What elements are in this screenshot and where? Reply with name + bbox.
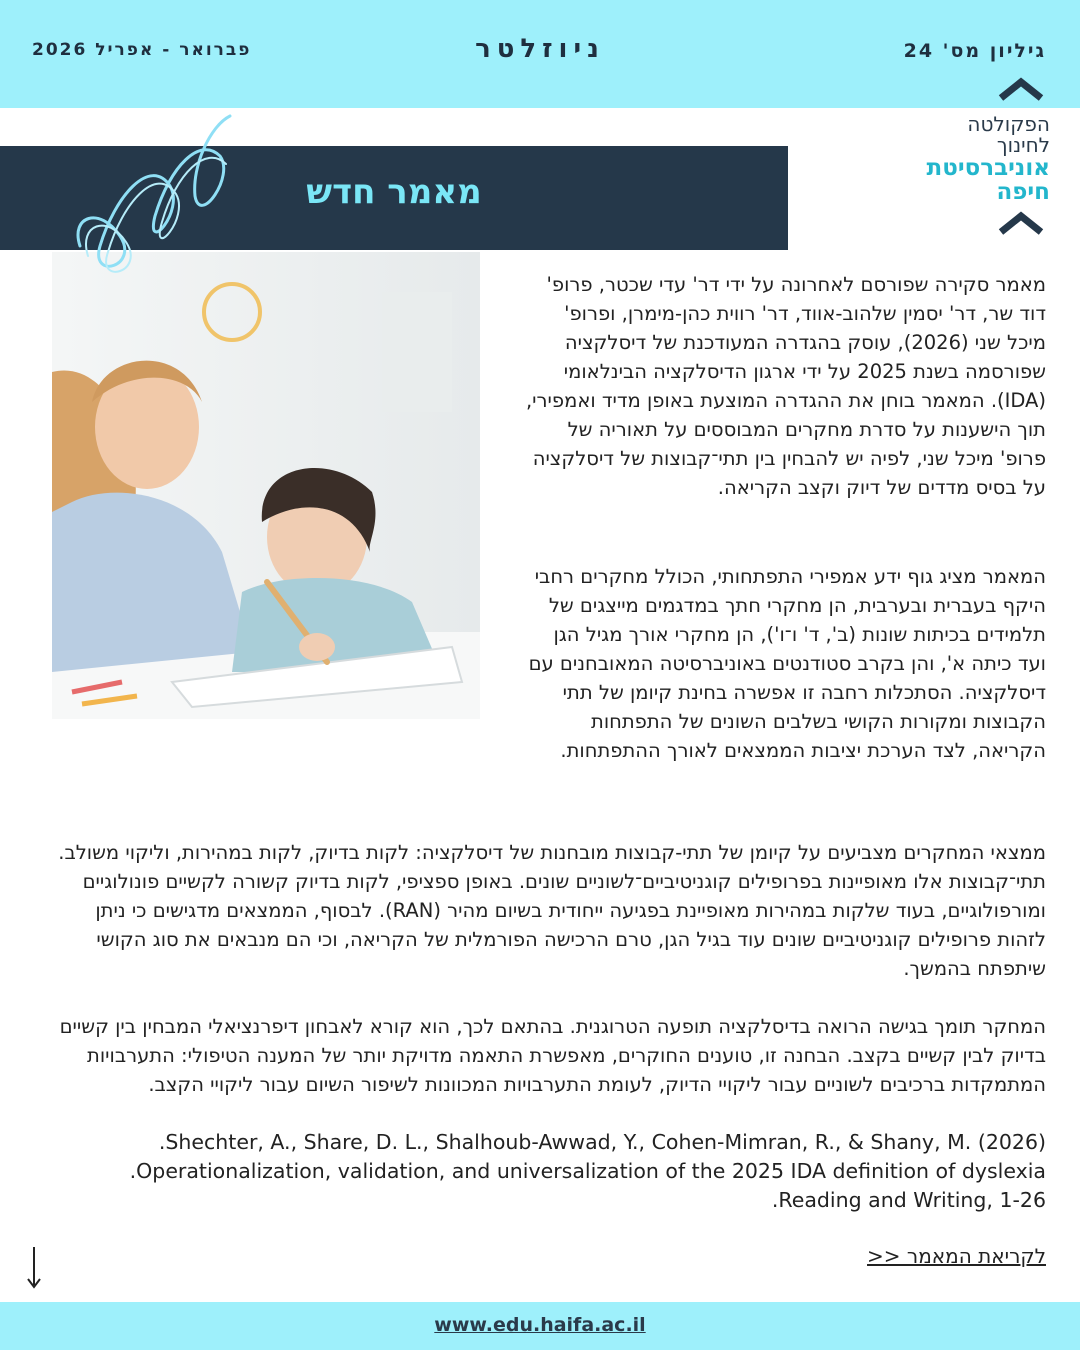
citation-line: Shechter, A., Share, D. L., Shalhoub-Awwad, Y., Cohen-Mimran, R., & Shany, M. (2026).: [158, 1130, 1046, 1154]
website-link[interactable]: www.edu.haifa.ac.il: [434, 1314, 646, 1336]
section-banner: [0, 146, 788, 250]
article-paragraph: ממצאי המחקרים מצביעים על קיומן של תתי-קבוצות מובחנות של דיסלקציה: לקות בדיוק, לקות במהירות, וליקוי משולב. תתי־קבוצות אלו מאופיינות בפרופילים קוגניטיביים־לשוניים שונים. באופן ספציפי, לקות בדיוק קשורה לקשיים פונולוגיים ומורפולוגיים, בעוד שלקות במהירות מאופיינת בפגיעה ייחודית בשיום מהיר (RAN). לבסוף, הממצאים מדגישים כי ניתן לזהות פרופילים קוגניטיביים שונים עוד בגיל הגן, טרם הרכישה הפורמלית של הקריאה, וכי הם מנבאים את סוג הקושי שיתפתח בהמשך.: [58, 841, 1046, 980]
newsletter-title: ניוזלטר: [475, 34, 605, 64]
chevron-up-icon: [998, 208, 1044, 238]
arrow-down-icon: [24, 1245, 44, 1291]
article-paragraph: המחקר תומך בגישה הרואה בדיסלקציה תופעה הטרוגנית. בהתאם לכך, הוא קורא לאבחון דיפרנציאלי המבחין בין קשיים בדיוק לבין קשיים בקצב. הבחנה זו, טוענים החוקרים, מאפשרת התאמה מדויקת יותר של המענה הטיפולי: התערבויות המתמקדות ברכיבים לשוניים עבור ליקויי הדיוק, לעומת התערבויות המכוונות לשיפור השיום עבור ליקויי הקצב.: [59, 1015, 1046, 1096]
citation: [46, 1128, 1046, 1215]
faculty-line: הפקולטה: [967, 112, 1050, 136]
issue-dates: פברואר - אפריל 2026: [32, 40, 252, 60]
section-title: מאמר חדש: [306, 172, 482, 212]
footer-bar: [0, 1302, 1080, 1350]
issue-number: גיליון מס' 24: [903, 40, 1046, 62]
citation-line: Reading and Writing, 1-26.: [771, 1188, 1046, 1212]
read-article-link[interactable]: לקריאת המאמר <<: [867, 1244, 1046, 1268]
university-logo: [910, 74, 1050, 239]
university-line: אוניברסיטת: [926, 155, 1050, 181]
citation-line: Operationalization, validation, and universalization of the 2025 IDA definition of dyslexia.: [129, 1159, 1046, 1183]
faculty-name: [967, 114, 1050, 156]
chevron-up-icon: [998, 74, 1044, 104]
faculty-line: לחינוך: [996, 133, 1050, 157]
university-line: חיפה: [996, 179, 1050, 205]
university-name: [927, 156, 1050, 204]
article-paragraph: מאמר סקירה שפורסם לאחרונה על ידי דר' עדי שכטר, פרופ' דוד שר, דר' יסמין שלהוב-אווד, דר' רווית כהן-מימרן, ופרופ' מיכל שני (2026), עוסק בהגדרה המעודכנת של דיסלקציה שפורסמה בשנת 2025 על ידי ארגון הדיסלקציה הבינלאומי (IDA). המאמר בוחן את ההגדרה המוצעת באופן מדיד ואמפירי, תוך הישענות על סדרת מחקרים המבוססים על תאוריה של פרופ' מיכל שני, לפיה יש להבחין בין תתי־קבוצות של דיסלקציה על בסיס מדדים של דיוק וקצב הקריאה.: [525, 273, 1046, 499]
article-photo: [52, 252, 480, 719]
tutoring-illustration: [52, 252, 480, 719]
article-paragraph: המאמר מציג גוף ידע אמפירי התפתחותי, הכולל מחקרים רחבי היקף בעברית ובערבית, הן מחקרי חתך במדגמים מייצגים של תלמידים בכיתות שונות (ב', ד' ו־ו'), הן מחקרי אורך מגיל הגן ועד כיתה א', והן בקרב סטודנטים באוניברסיטה המאובחנים עם דיסלקציה. הסתכלות רחבה זו אפשרה בחינת קיומן של תתי הקבוצות ומקורות הקושי בשלבים השונים של התפתחות הקריאה, לצד הערכת יציבות הממצאים לאורך ההתפתחות.: [528, 565, 1046, 762]
